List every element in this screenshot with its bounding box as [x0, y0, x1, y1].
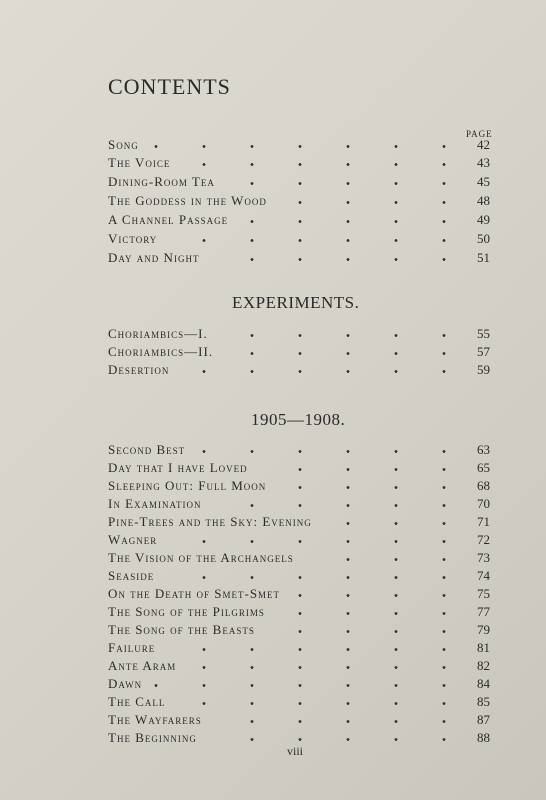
leader-dots	[258, 468, 462, 471]
page-folio: viii	[287, 744, 304, 758]
toc-entry	[108, 193, 490, 211]
leader-dots	[212, 504, 462, 507]
entry-title: The Voice	[108, 155, 171, 170]
entry-page-number: 42	[477, 137, 490, 152]
leader-dots	[175, 702, 462, 705]
toc-entry	[108, 676, 490, 694]
entry-page-number: 45	[477, 174, 490, 189]
toc-entry	[108, 137, 490, 155]
entry-title: Song	[108, 137, 139, 152]
leader-dots	[223, 352, 462, 355]
leader-dots	[265, 630, 462, 633]
entry-title: Desertion	[108, 362, 170, 377]
entry-page-number: 85	[477, 694, 490, 709]
entry-title: Day that I have Loved	[108, 460, 248, 475]
leader-dots	[275, 612, 462, 615]
leader-dots	[276, 486, 462, 489]
entry-page-number: 50	[477, 231, 490, 246]
entry-page-number: 48	[477, 193, 490, 208]
leader-dots	[212, 720, 462, 723]
toc-entry	[108, 344, 490, 362]
leader-dots	[165, 648, 462, 651]
toc-entry	[108, 362, 490, 380]
leader-dots	[179, 370, 462, 373]
toc-entry	[108, 326, 490, 344]
entry-title: Pine-Trees and the Sky: Evening	[108, 514, 312, 529]
leader-dots	[167, 540, 462, 543]
leader-dots	[209, 258, 462, 261]
toc-entry	[108, 712, 490, 730]
toc-entry	[108, 586, 490, 604]
page-column-label: PAGE	[466, 129, 493, 139]
entry-title: Day and Night	[108, 250, 200, 265]
entry-title: Wagner	[108, 532, 158, 547]
entry-title: Dawn	[108, 676, 143, 691]
leader-dots	[304, 558, 462, 561]
entry-page-number: 87	[477, 712, 490, 727]
toc-entry	[108, 622, 490, 640]
entry-title: Failure	[108, 640, 156, 655]
entry-page-number: 49	[477, 212, 490, 227]
toc-entry	[108, 496, 490, 514]
entry-page-number: 81	[477, 640, 490, 655]
section-title: 1905—1908.	[251, 410, 346, 429]
toc-entry	[108, 478, 490, 496]
entry-title: Dining-Room Tea	[108, 174, 215, 189]
toc-entry	[108, 250, 490, 268]
leader-dots	[218, 334, 462, 337]
entry-page-number: 57	[477, 344, 490, 359]
entry-page-number: 84	[477, 676, 490, 691]
toc-entry	[108, 658, 490, 676]
entry-title: The Goddess in the Wood	[108, 193, 267, 208]
entry-title: Seaside	[108, 568, 155, 583]
entry-page-number: 70	[477, 496, 490, 511]
toc-entry	[108, 174, 490, 192]
entry-title: The Song of the Beasts	[108, 622, 255, 637]
entry-page-number: 82	[477, 658, 490, 673]
entry-title: The Call	[108, 694, 166, 709]
entry-page-number: 43	[477, 155, 490, 170]
entry-title: On the Death of Smet-Smet	[108, 586, 281, 601]
leader-dots	[277, 201, 462, 204]
section-title: EXPERIMENTS.	[232, 293, 360, 312]
entry-page-number: 75	[477, 586, 490, 601]
leader-dots	[322, 522, 462, 525]
entry-title: Sleeping Out: Full Moon	[108, 478, 267, 493]
entry-title: The Beginning	[108, 730, 197, 745]
toc-entry	[108, 231, 490, 249]
leader-dots	[149, 145, 462, 148]
toc-entry	[108, 640, 490, 658]
entry-page-number: 65	[477, 460, 490, 475]
toc-entry	[108, 460, 490, 478]
leader-dots	[238, 220, 462, 223]
entry-title: Victory	[108, 231, 158, 246]
contents-heading: CONTENTS	[108, 74, 231, 99]
toc-entry	[108, 532, 490, 550]
toc-entry	[108, 212, 490, 230]
entry-page-number: 55	[477, 326, 490, 341]
entry-page-number: 51	[477, 250, 490, 265]
entry-page-number: 63	[477, 442, 490, 457]
leader-dots	[207, 738, 462, 741]
leader-dots	[164, 576, 462, 579]
toc-entry	[108, 694, 490, 712]
entry-title: The Wayfarers	[108, 712, 202, 727]
leader-dots	[152, 684, 462, 687]
entry-page-number: 88	[477, 730, 490, 745]
leader-dots	[195, 450, 462, 453]
toc-entry	[108, 550, 490, 568]
toc-entry	[108, 155, 490, 173]
entry-title: In Examination	[108, 496, 202, 511]
toc-entry	[108, 568, 490, 586]
toc-entry	[108, 442, 490, 460]
entry-page-number: 59	[477, 362, 490, 377]
entry-page-number: 73	[477, 550, 490, 565]
entry-title: Ante Aram	[108, 658, 177, 673]
toc-entry	[108, 604, 490, 622]
entry-title: Choriambics—II.	[108, 344, 214, 359]
entry-page-number: 71	[477, 514, 490, 529]
leader-dots	[186, 666, 462, 669]
entry-title: The Song of the Pilgrims	[108, 604, 265, 619]
toc-entry	[108, 514, 490, 532]
entry-title: The Vision of the Archangels	[108, 550, 294, 565]
entry-page-number: 77	[477, 604, 490, 619]
entry-title: A Channel Passage	[108, 212, 229, 227]
entry-page-number: 72	[477, 532, 490, 547]
entry-page-number: 74	[477, 568, 490, 583]
leader-dots	[225, 182, 462, 185]
leader-dots	[180, 163, 462, 166]
entry-title: Choriambics—I.	[108, 326, 208, 341]
entry-page-number: 79	[477, 622, 490, 637]
leader-dots	[167, 239, 462, 242]
entry-title: Second Best	[108, 442, 186, 457]
leader-dots	[290, 594, 462, 597]
entry-page-number: 68	[477, 478, 490, 493]
